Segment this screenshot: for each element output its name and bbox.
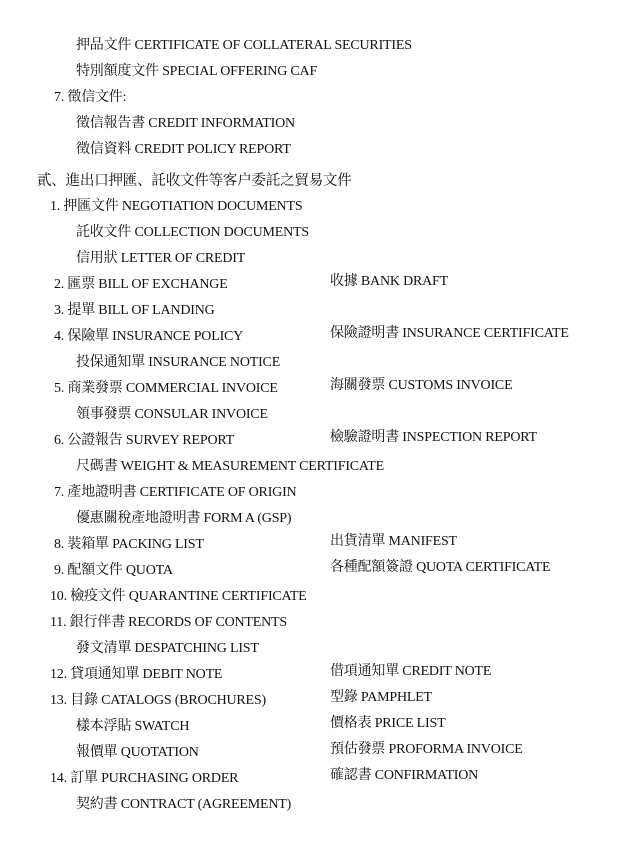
text-line-right: 預估發票 PROFORMA INVOICE [330, 742, 523, 757]
text-line: 信用狀 LETTER OF CREDIT [76, 251, 246, 266]
text-line: 領事發票 CONSULAR INVOICE [76, 407, 268, 422]
text-line: 報價單 QUOTATION [76, 745, 199, 760]
text-line: 優惠關稅產地證明書 FORM A (GSP) [76, 511, 292, 526]
text-line-right: 型錄 PAMPHLET [330, 690, 432, 705]
text-line: 尺碼書 WEIGHT & MEASUREMENT CERTIFICATE [76, 459, 384, 474]
text-line: 8. 裝箱單 PACKING LIST [54, 537, 204, 552]
text-line: 契約書 CONTRACT (AGREEMENT) [76, 797, 292, 812]
text-line: 5. 商業發票 COMMERCIAL INVOICE [54, 381, 278, 396]
text-line: 押品文件 CERTIFICATE OF COLLATERAL SECURITIES [76, 38, 412, 53]
text-line-right: 價格表 PRICE LIST [330, 716, 446, 731]
text-line: 7. 產地證明書 CERTIFICATE OF ORIGIN [54, 485, 297, 500]
text-line-right: 海關發票 CUSTOMS INVOICE [330, 378, 513, 393]
text-line-right: 借項通知單 CREDIT NOTE [330, 664, 492, 679]
text-line: 2. 匯票 BILL OF EXCHANGE [54, 277, 228, 292]
text-line: 3. 提單 BILL OF LANDING [54, 303, 215, 318]
text-line: 10. 檢疫文件 QUARANTINE CERTIFICATE [50, 589, 307, 604]
text-line: 13. 目錄 CATALOGS (BROCHURES) [50, 693, 266, 708]
text-line-right: 檢驗證明書 INSPECTION REPORT [330, 430, 537, 445]
text-line-right: 確認書 CONFIRMATION [330, 768, 479, 783]
text-line: 6. 公證報告 SURVEY REPORT [54, 433, 235, 448]
text-line: 7. 徵信文件: [54, 90, 127, 105]
text-line: 特別額度文件 SPECIAL OFFERING CAF [76, 64, 318, 79]
section-heading: 貳、進出口押匯、託收文件等客户委託之貿易文件 [37, 173, 352, 189]
text-line: 託收文件 COLLECTION DOCUMENTS [76, 225, 309, 240]
text-line-right: 各種配額簽證 QUOTA CERTIFICATE [330, 560, 551, 575]
text-line: 樣本浮貼 SWATCH [76, 719, 190, 734]
text-line: 徵信資料 CREDIT POLICY REPORT [76, 142, 291, 157]
text-line: 4. 保險單 INSURANCE POLICY [54, 329, 244, 344]
text-line: 9. 配額文件 QUOTA [54, 563, 173, 578]
text-line-right: 保險證明書 INSURANCE CERTIFICATE [330, 326, 569, 341]
text-line: 徵信報告書 CREDIT INFORMATION [76, 116, 295, 131]
text-line: 1. 押匯文件 NEGOTIATION DOCUMENTS [50, 199, 303, 214]
text-line: 投保通知單 INSURANCE NOTICE [76, 355, 281, 370]
text-line: 11. 銀行伴書 RECORDS OF CONTENTS [50, 615, 287, 630]
text-line-right: 出貨清單 MANIFEST [330, 534, 457, 549]
text-line: 發文清單 DESPATCHING LIST [76, 641, 259, 656]
text-line: 12. 貸項通知單 DEBIT NOTE [50, 667, 223, 682]
text-line: 14. 訂單 PURCHASING ORDER [50, 771, 239, 786]
text-line-right: 收據 BANK DRAFT [330, 274, 448, 289]
